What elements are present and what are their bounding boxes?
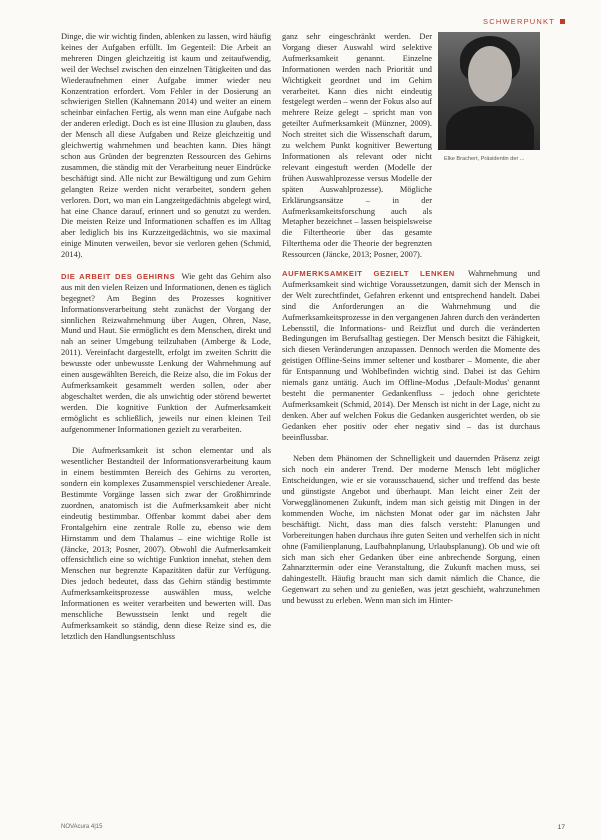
portrait-body xyxy=(446,106,534,150)
author-portrait xyxy=(438,32,540,150)
paragraph-text: Wie geht das Gehirn also aus mit den vielen Reizen und Informationen, denen es täglich begegnet? Am Beginn des Prozesses kognitiver Informationsverarbeitung steht zunächst der Vorgang der sinnlichen Reizwahrnehmung über Augen, Ohren, Nase, Mund und Haut. Sie ermöglicht es dem Menschen, direkt und nah an seiner Umgebung teilzuhaben (Amberge & Lode, 2011). Vereinfacht dargestellt, erfolgt im zweiten Schritt die bewusste oder unbewusste Lenkung der Wahrnehmung auf einen ausgewählten Bereich, die Reize also, die im Fokus der Aufmerksamkeit gesammelt werden sollen, oder aber abgeschaltet werden, die als unwichtig oder störend bewertet werden. Die kognitive Funktion der Aufmerksamkeit ermöglicht es schließlich, jeweils nur einen kleinen Teil aufgenommener Informationen gezielt zu verarbeiten. xyxy=(61,271,271,434)
paragraph-with-subhead xyxy=(61,272,271,436)
paragraph: Neben dem Phänomen der Schnelligkeit und dauernden Präsenz zeigt sich noch ein anderer Trend. Der moderne Mensch lebt möglicher Entscheidungen, wie er sie vorausschauend, sicher und treffend das beste und günstigste Angebot und überhaupt. Man leicht einer Zeit der Vorwegglänomenen Zukunft, indem man sich geistig mit Dingen in der kommenden Woche, im nächsten Monat oder gar im nächsten Jahr beschäftigt. Nicht, dass man dies falsch versteht: Planungen und Vorbereitungen haben durchaus ihre guten Seiten und verhelfen sich in nicht ohne (Familienplanung, Laufbahnplanung, Urlaubsplanung). Ob und wie oft sich man sich eher Gedanken über eine anbrechende Sorgung, einen Zahnarzttermin oder eine Veranstaltung, die Zukunft machen muss, sei dahingestellt. Häufig braucht man sich damit nämlich die Chance, die Gegenwart zu sehen und zu genießen, was jetzt geschieht, wahrzunehmen und bewusst zu erleben. Wenn man sich im Hinter- xyxy=(282,454,540,606)
portrait-caption: Elke Brachert, Präsidentin der ... xyxy=(444,156,525,162)
section-marker-icon xyxy=(560,19,565,24)
page-number: 17 xyxy=(557,824,565,831)
portrait-face xyxy=(468,46,512,102)
footer-magazine: NOVAcura 4|15 xyxy=(61,824,103,830)
subheading: DIE ARBEIT DES GEHIRNS xyxy=(61,271,176,281)
section-header xyxy=(483,17,565,26)
text-column-left xyxy=(61,32,271,812)
subheading: AUFMERKSAMKEIT GEZIELT LENKEN xyxy=(282,269,455,278)
paragraph-text: Wahrnehmung und Aufmerksamkeit sind wichtige Voraussetzungen, damit sich der Mensch in der Welt zurechtfindet, Gefahren erkennt und entsprechend handelt. Dabei sind die Anforderungen an die Wahrnehmung und die Aufmerksamkeitsprozesse in den vergangenen Jahren durch den veränderten Lebensstil, die Informations- und Reizflut und durch die veränderten Bedingungen im Berufsalltag gestiegen. Der Mensch besitzt die Fähigkeit, sich diesen Veränderungen anzupassen. Dennoch werden die Momente des geistigen Offline-Seins immer seltener und kostbarer – Momente, die aber für Entspannung und Wohlbefinden wichtig sind. Dabei ist das Gehirn niemals ganz untätig. Auch im Offline-Modus ‚Default-Modus' genannt besteht die permanenter Gedankenfluss – jedoch ohne gerichtete Aufmerksamkeit (Schmid, 2014). Der Mensch ist nicht in der Lage, nicht zu denken. Aber auf welchen Fokus die Gedanken ausgerichtet werden, ob sie Gedanken eher positiv oder eher negativ sind – das ist durchaus beeinflussbar. xyxy=(282,269,540,442)
paragraph: ganz sehr eingeschränkt werden. Der Vorgang dieser Auswahl wird selektive Aufmerksamkeit genannt. Einzelne Informationen werden nach Priorität und Wichtigkeit geordnet und im Gehirn verarbeitet. Kann dies nicht eindeutig festgelegt werden – wenn der Fokus also auf mehrere Reize gelegt – spricht man von geteilter Aufmerksamkeit (Münzner, 2009). Noch streitet sich die Wissenschaft darum, zu welchem Punkt kognitiver Bewertung Informationen als relevant oder nicht relevant eingestuft werden (Modelle der frühen Auswahlprozesse versus Modelle der späten Auswahlprozesse). Mögliche Erklärungsansätze – in der Aufmerksamkeitsforschung auch als Metapher bezeichnet – lassen beispielsweise die Filtertheorie über das gesamte Filterthema oder die Theorie der begrenzten Ressourcen (Jäncke, 2013; Posner, 2007). xyxy=(282,32,432,260)
paragraph: Die Aufmerksamkeit ist schon elementar und als wesentlicher Bestandteil der Informationsverarbeitung kaum in einem bestimmten Bereich des Gehirns zu verorten, sondern ein komplexes Zusammenspiel verschiedener Areale. Bestimmte Vorgänge lassen sich zwar der Großhirnrinde zuordnen, anatomisch ist die Aufmerksamkeit aber nicht eindeutig bestimmbar. Offenbar kommt dabei aber dem Frontalgehirn eine zentrale Rolle zu, ebenso wie dem Hirnstamm und dem Thalamus – eine wichtige Rolle ist (Jäncke, 2013; Posner, 2007). Obwohl die Aufmerksamkeit offensichtlich eine so wichtige Funktion innehat, stehen dem Menschen nur begrenzte Kapazitäten dafür zur Verfügung. Dies jedoch bedeutet, dass das Gehirn ständig bestimmte Aufmerksamkeitsprozesse auswählen muss, welche Informationen es weiter verarbeiten und bewerten will. Das menschliche Bewusstsein lenkt und regelt die Aufmerksamkeit so ständig, denn diese Reize sind es, die letztlich den Handlungsentschluss xyxy=(61,446,271,641)
text-column-right-bottom xyxy=(282,269,540,817)
paragraph-with-subhead xyxy=(282,269,540,444)
section-label: SCHWERPUNKT xyxy=(483,17,555,26)
text-column-right-top xyxy=(282,32,432,272)
paragraph: Dinge, die wir wichtig finden, ablenken zu lassen, wird häufig keines der Aufgaben erfüllt. Im Gegenteil: Die Arbeit an mehreren Dingen gleichzeitig ist kaum und zeitaufwendig, weil der Wechsel zwischen den einzelnen Tätigkeiten und das Wiederaufnehmen einer Aufgabe immer wieder neu Konzentration erfordert. Vom Fehler in der Dosierung an schwierigen Stellen (Kahnemann 2014) und weiter an einem scheinbar einfachen Fertig, als wenn man eine Aufgabe nach der anderen erledigt. Doch es ist eine Illusion zu glauben, dass der Mensch all diese Aufgaben und Reize gleichzeitig und gleichwertig wahrnehmen und beachten kann. Dies hängt schon aus Gründen der begrenzten Ressourcen des Gehirns zusammen, die ständig mit der Verarbeitung neuer Eindrücke beschäftigt sind. Alle nicht zur Bewältigung und zum Gehirn gelangten Reize werden nicht verarbeitet, sondern gehen verloren. Dort, wo man ein Langzeitgedächtnis abgelegt wird, hat eine Chance darauf, erinnert und so genutzt zu werden. Die meisten Reize und Informationen schaffen es im Alltag aber lediglich bis ins Kurzzeitgedächtnis, wo sie maximal einige Minuten verweilen, bevor sie verloren gehen (Schmid, 2014). xyxy=(61,32,271,260)
